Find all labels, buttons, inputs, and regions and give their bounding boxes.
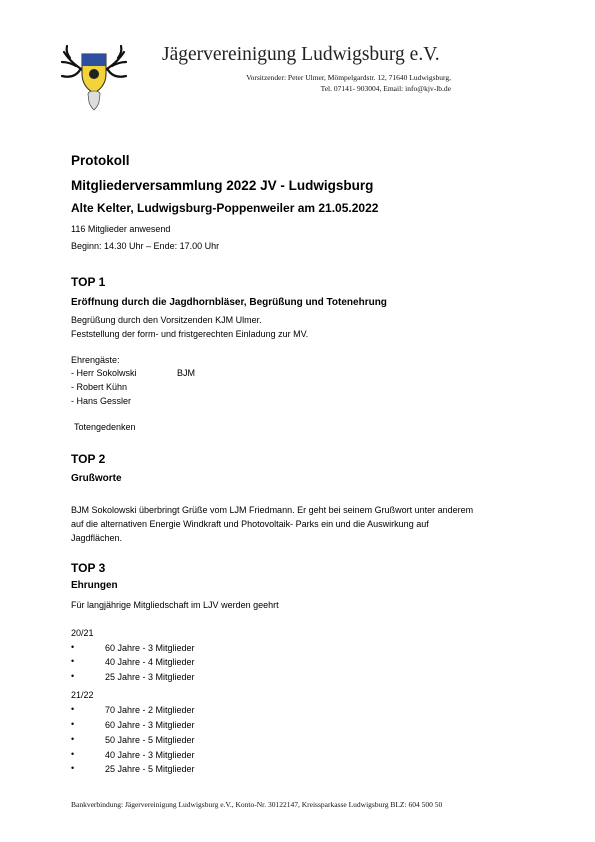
deer-antler-crest-icon: [58, 44, 130, 114]
top2-label: TOP 2: [71, 452, 106, 466]
list-item-text: 40 Jahre - 4 Mitglieder: [105, 657, 195, 667]
org-name: Jägervereinigung Ludwigsburg e.V.: [162, 44, 440, 65]
top1-heading: Eröffnung durch die Jagdhornbläser, Begrüßung und Totenehrung: [71, 297, 387, 308]
top1-label: TOP 1: [71, 275, 106, 289]
time-range: Beginn: 14.30 Uhr – Ende: 17.00 Uhr: [71, 241, 220, 251]
location-subtitle: Alte Kelter, Ludwigsburg-Poppenweiler am 21.05.2022: [71, 201, 379, 215]
top2-paragraph-line: auf die alternativen Energie Windkraft und Photovoltaik- Parks ein und die Auswirkung auf: [71, 519, 429, 529]
bullet-icon: •: [71, 763, 75, 773]
main-title: Mitgliederversammlung 2022 JV - Ludwigsburg: [71, 178, 374, 193]
address-line-2: Tel. 07141- 903004, Email: info@kjv-lb.de: [320, 84, 451, 93]
list-item-text: 60 Jahre - 3 Mitglieder: [105, 643, 195, 653]
memorial: Totengedenken: [74, 422, 136, 432]
bullet-icon: •: [71, 734, 75, 744]
top2-paragraph-line: Jagdflächen.: [71, 533, 123, 543]
guest-name: - Hans Gessler: [71, 396, 132, 406]
top3-label: TOP 3: [71, 561, 106, 575]
list-item: [71, 657, 271, 669]
list-item: [71, 750, 271, 762]
top1-line1: Begrüßung durch den Vorsitzenden KJM Ulmer.: [71, 315, 262, 325]
list-item: [71, 720, 271, 732]
list-item-text: 25 Jahre - 3 Mitglieder: [105, 672, 195, 682]
list-item: [71, 672, 271, 684]
bullet-icon: •: [71, 704, 75, 714]
list-item: [71, 643, 271, 655]
list-item-text: 50 Jahre - 5 Mitglieder: [105, 735, 195, 745]
bullet-icon: •: [71, 656, 75, 666]
list-item-text: 70 Jahre - 2 Mitglieder: [105, 705, 195, 715]
top3-intro: Für langjährige Mitgliedschaft im LJV werden geehrt: [71, 600, 279, 610]
top2-heading: Grußworte: [71, 473, 122, 484]
top2-paragraph-line: BJM Sokolowski überbringt Grüße vom LJM Friedmann. Er geht bei seinem Grußwort unter anderem: [71, 505, 474, 515]
bullet-icon: •: [71, 749, 75, 759]
address-line-1: Vorsitzender: Peter Ulmer, Mömpelgardstr. 12, 71640 Ludwigsburg,: [246, 73, 451, 82]
members-present: 116 Mitglieder anwesend: [71, 224, 171, 234]
list-item-text: 60 Jahre - 3 Mitglieder: [105, 720, 195, 730]
bank-footer: Bankverbindung: Jägervereinigung Ludwigsburg e.V., Konto-Nr. 30122147, Kreissparkasse Ludwigsburg BLZ: 604 500 50: [71, 800, 443, 809]
bullet-icon: •: [71, 642, 75, 652]
period-label: 21/22: [71, 690, 94, 700]
guest-name: - Robert Kühn: [71, 382, 128, 392]
list-item-text: 25 Jahre - 5 Mitglieder: [105, 764, 195, 774]
list-item-text: 40 Jahre - 3 Mitglieder: [105, 750, 195, 760]
bullet-icon: •: [71, 671, 75, 681]
list-item: [71, 764, 271, 776]
period-label: 20/21: [71, 628, 94, 638]
list-item: [71, 705, 271, 717]
top3-heading: Ehrungen: [71, 580, 118, 591]
guests-label: Ehrengäste:: [71, 355, 120, 365]
bullet-icon: •: [71, 719, 75, 729]
guest-name: - Herr Sokolwski: [71, 368, 137, 378]
list-item: [71, 735, 271, 747]
top1-line2: Feststellung der form- und fristgerechten Einladung zur MV.: [71, 329, 309, 339]
guest-role: BJM: [177, 368, 195, 378]
protokoll-title: Protokoll: [71, 153, 130, 168]
